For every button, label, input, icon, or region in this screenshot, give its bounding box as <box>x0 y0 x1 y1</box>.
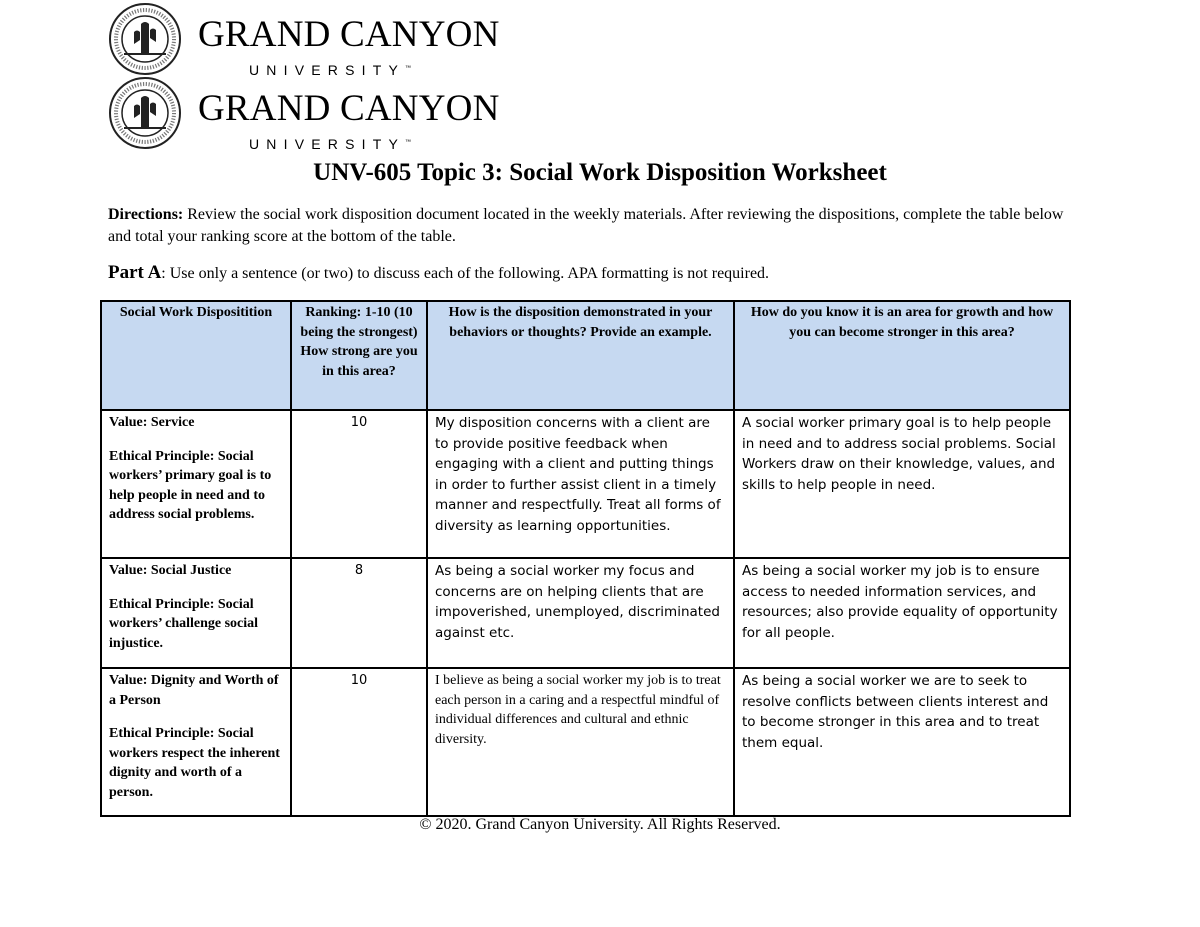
university-logo <box>108 76 500 152</box>
header-ranking: Ranking: 1-10 (10 being the strongest) How strong are you in this area? <box>291 301 427 410</box>
demonstrated-cell[interactable]: My disposition concerns with a client are to provide positive feedback when engaging with a client and putting things in order to further assist client in a timely manner and respectfully. Treat all forms of diversity as learning opportunities. <box>427 410 734 558</box>
university-seal-icon <box>108 76 182 150</box>
value-label: Value: Social Justice <box>109 563 232 578</box>
directions-label: Directions: <box>108 206 184 223</box>
table-row <box>101 558 1070 668</box>
part-a-instructions <box>108 262 1088 285</box>
table-row <box>101 410 1070 558</box>
ethical-principle: Ethical Principle: Social workers’ challenge social injustice. <box>109 596 259 651</box>
disposition-cell <box>101 668 291 816</box>
disposition-table <box>100 300 1071 817</box>
growth-cell[interactable]: As being a social worker we are to seek to resolve conflicts between clients interest and to become stronger in this area and to treat them equal. <box>734 668 1070 816</box>
header-growth: How do you know it is an area for growth and how you can become stronger in this area? <box>734 301 1070 410</box>
value-label: Value: Service <box>109 415 195 430</box>
logo-subword: UNIVERSITY™ <box>249 136 412 152</box>
ranking-cell[interactable]: 8 <box>291 558 427 668</box>
disposition-cell <box>101 410 291 558</box>
ranking-cell[interactable]: 10 <box>291 410 427 558</box>
part-a-label: Part A <box>108 262 162 283</box>
demonstrated-cell[interactable]: I believe as being a social worker my job is to treat each person in a caring and a respectful mindful of individual differences and cultural and ethnic diversity. <box>427 668 734 816</box>
logo-wordmark: GRAND CANYON <box>198 88 500 129</box>
growth-cell[interactable]: As being a social worker my job is to ensure access to needed information services, and resources; also provide equality of opportunity for all people. <box>734 558 1070 668</box>
logo-subword: UNIVERSITY™ <box>249 62 412 78</box>
university-seal-icon <box>108 2 182 76</box>
table-header-row <box>101 301 1070 410</box>
ranking-cell[interactable]: 10 <box>291 668 427 816</box>
growth-cell[interactable]: A social worker primary goal is to help people in need and to address social problems. Social Workers draw on their knowledge, values, and skills to help people in need. <box>734 410 1070 558</box>
ethical-principle: Ethical Principle: Social workers’ primary goal is to help people in need and to address social problems. <box>109 448 272 522</box>
part-a-text: : Use only a sentence (or two) to discuss each of the following. APA formatting is not required. <box>161 265 770 282</box>
value-label: Value: Dignity and Worth of a Person <box>109 673 279 708</box>
directions <box>108 204 1088 248</box>
demonstrated-cell[interactable]: As being a social worker my focus and concerns are on helping clients that are impoverished, unemployed, discriminated against etc. <box>427 558 734 668</box>
table-row <box>101 668 1070 816</box>
university-logo <box>108 2 500 78</box>
page-title: UNV-605 Topic 3: Social Work Disposition Worksheet <box>313 159 887 186</box>
copyright-footer: © 2020. Grand Canyon University. All Rights Reserved. <box>419 816 781 833</box>
logo-wordmark: GRAND CANYON <box>198 14 500 55</box>
directions-text: Review the social work disposition document located in the weekly materials. After reviewing the dispositions, complete the table below and total your ranking score at the bottom of the table. <box>108 206 1064 245</box>
header-disposition: Social Work Dispositition <box>101 301 291 410</box>
ethical-principle: Ethical Principle: Social workers respect the inherent dignity and worth of a person. <box>109 726 280 800</box>
header-demonstrated: How is the disposition demonstrated in your behaviors or thoughts? Provide an example. <box>427 301 734 410</box>
disposition-cell <box>101 558 291 668</box>
